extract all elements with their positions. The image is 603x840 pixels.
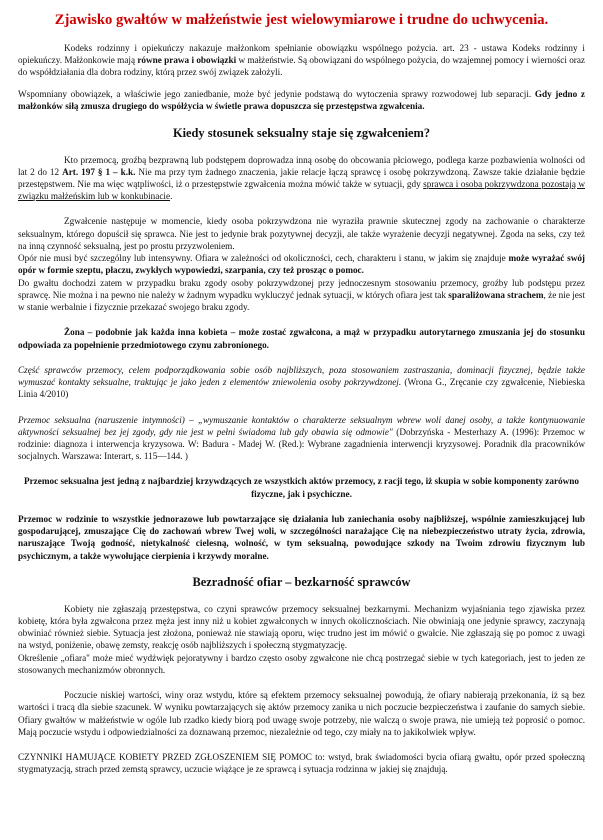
paragraph-consent <box>18 215 585 252</box>
paragraph-victim-term <box>18 652 585 676</box>
text-segment: Nie ma przy tym żadnego znaczenia, jakie relacje łączą sprawcę i osobę pokrzywdzoną. Zawsze takie działanie będzie przestępstwem. Nie ma więc wątpliwości, iż o przestępstwie zgwałcenia można mówić także w sytuacji, gdy <box>18 166 585 190</box>
text-segment: , że nie jest w stanie werbalnie i fizycznie przekazać swojego braku zgody. <box>18 289 586 313</box>
quote-dobrzynska <box>18 414 585 463</box>
paragraph-low-self-worth: Poczucie niskiej wartości, winy oraz wstydu, które są efektem przemocy seksualnej powodują, że ofiary nabierają przekonania, iż są bez wartości i tracą dla siebie szacunek. W wyniku powtarzających się aktów przemocy zanika u nich poczucie bezpieczeństwa i zaufanie do samych siebie. Ofiary gwałtów w małżeństwie w ogóle lub rzadko kiedy biorą pod uwagę swoje potrzeby, nie walczą o swoje prawa, nie umieją też poprosić o pomoc. Mają poczucie wstydu i odpowiedzialności za doznawaną przemoc, niezależnie od tego, czy miały na to jakikolwiek wpływ. <box>18 690 585 737</box>
text-segment: Określenie „ofiara" może mieć wydźwięk pejoratywny i bardzo często osoby zgwałcone nie chcą postrzegać siebie w tych kategoriach, jest to jeden ze stosowanych mechanizmów obronnych. <box>18 652 585 675</box>
text-segment: Do gwałtu dochodzi zatem w przypadku braku zgody osoby pokrzywdzonej przy jednoczesnym stosowaniu przemocy, groźby lub podstępu przez sprawcę. Nie można i na pewno nie należy w żadnym wypadku wykluczyć jednak sytuacji, w których ofiara jest tak <box>18 277 585 300</box>
paragraph-wife: Żona – podobnie jak każda inna kobieta – może zostać zgwałcona, a mąż w przypadku autorytarnego zmuszania jej do stosunku odpowiada za popełnienie przedmiotowego czynu zabronionego. <box>18 327 585 350</box>
text-segment: . <box>170 191 173 202</box>
bold-text: Gdy jedno z małżonków siłą zmusza drugiego do współżycia w świetle prawa dopuszcza się przestępstwa zgwałcenia. <box>18 89 585 112</box>
section-heading-when: Kiedy stosunek seksualny staje się zgwałceniem? <box>172 125 431 140</box>
paragraph-resistance <box>18 252 585 276</box>
italic-text: Część sprawców przemocy, celem podporządkowania sobie osób najbliższych, poza stosowaniem zastraszania, dominacji fizycznej, będzie także wymuszać kontakty seksualne, traktując je jako jeden z elementów zniewolenia osoby pokrzywdzonej. <box>18 364 585 388</box>
text-segment: Kodeks rodzinny i opiekuńczy nakazuje małżonkom spełnianie obowiązku wspólnego pożycia. art. 23 - ustawa Kodeks rodzinny i opiekuńczy. Małżonkowie mają <box>18 42 585 65</box>
bold-text: Art. 197 § 1 – k.k. <box>62 166 136 177</box>
underlined-text: sprawca i osoba pokrzywdzona pozostają w związku małżeńskim lub w konkubinacie <box>18 179 585 202</box>
bold-text: równe prawa i obowiązki <box>137 54 237 65</box>
text-segment: Wspomniany obowiązek, a właściwie jego zaniedbanie, może być jedynie podstawą do wytoczenia sprawy rozwodowej lub separacji. <box>18 89 535 100</box>
text-segment: Kobiety nie zgłaszają przestępstwa, co czyni sprawców przemocy seksualnej bezkarnymi. Mechanizm wyjaśniania tego zjawiska przez kobietę, która była zgwałcona przez męża jest inny niż u kobiet zgwałconych w innych okolicznościach. Nie obwiniają one jedynie sprawcy, zaczynają obwiniać również siebie. Sytuacja jest złożona, ponieważ nie stawiają oporu, więc trudno jest im mówić o gwałcie. Nie zgłaszają się po pomoc z uwagi na wstyd, poniżenie, obawę zemsty, reakcję osób najbliższych i społeczną stygmatyzację. <box>18 603 585 651</box>
text-segment: Opór nie musi być szczególny lub intensywny. Ofiara w zależności od okoliczności, cech, charakteru i stanu, w jakim się znajduje <box>18 253 509 264</box>
quote-wrona <box>18 364 585 401</box>
document-title: Zjawisko gwałtów w małżeństwie jest wielowymiarowe i trudne do uchwycenia. <box>54 12 549 28</box>
paragraph-family-code <box>18 42 585 79</box>
citation: (Dobrzyńska - Mesterhazy A. (1996): Przemoc w rodzinie: diagnoza i interwencja kryzysowa. W: Badura - Madej W. (Red.): Wybrane zagadnienia interwencji kryzysowej. Poradnik dla pracowników socjalnych. Warszawa: Interart, s. 115—144. ) <box>18 426 585 462</box>
text-segment: Zgwałcenie następuje w momencie, kiedy osoba pokrzywdzona nie wyraziła prawnie skutecznej zgody na zachowanie o charakterze seksualnym, którego dopuścił się sprawca. Nie jest to jedynie brak pozytywnej decyzji, ale także wyrażenie decyzji negatywnej. Zgoda na seks, czy też na inną czynność seksualną, jest po prostu przyzwoleniem. <box>18 216 585 251</box>
text-segment: Kto przemocą, groźbą bezprawną lub podstępem doprowadza inną osobę do obcowania płciowego, podlega karze pozbawienia wolności od lat 2 do 12 <box>18 154 585 177</box>
bold-text: może wyrażać swój opór w formie szeptu, płaczu, zwykłych wypowiedzi, szarpania, czy też prosząc o pomoc. <box>18 253 585 276</box>
paragraph-article-197 <box>18 154 585 203</box>
text-segment: w małżeństwie. Są obowiązani do wspólnego pożycia, do wzajemnej pomocy i wierności oraz do współdziałania dla dobra rodziny, którą przez swój związek założyli. <box>18 54 586 77</box>
section-heading-helplessness: Bezradność ofiar – bezkarność sprawców <box>192 574 411 589</box>
italic-text: Przemoc seksualna (naruszenie intymności) – „wymuszanie kontaktów o charakterze seksualnym wbrew woli danej osoby, a także kontynuowanie aktywności seksualnej bez jej zgody, gdy nie jest w pełni świadoma lub gdy obawia się odmowie" <box>18 414 585 437</box>
paragraph-not-reporting <box>18 603 585 652</box>
paragraph-paralysis <box>18 277 585 314</box>
paragraph-inhibiting-factors: CZYNNIKI HAMUJĄCE KOBIETY PRZED ZGŁOSZENIEM SIĘ POMOC to: wstyd, brak świadomości bycia ofiarą gwałtu, opór przed społeczną stygmatyzacją, strach przed zemstą sprawcy, uczucie wiążące je ze sprawcą i sytuacja rodzinna w jakiej się znajdują. <box>18 752 585 775</box>
paragraph-sexual-violence: Przemoc seksualna jest jedną z najbardziej krzywdzących ze wszystkich aktów przemocy, z racji tego, iż skupia w sobie komponenty zarówno fizyczne, jak i psychiczne. <box>23 476 579 499</box>
citation: (Wrona G., Zręcanie czy zgwałcenie, Niebieska Linia 4/2010) <box>18 377 585 400</box>
paragraph-domestic-violence-definition: Przemoc w rodzinie to wszystkie jednorazowe lub powtarzające się działania lub zaniechania osoby najbliższej, wspólnie zamieszkującej lub gospodarującej, zmuszające Cię do zachowań wbrew Twej woli, w szczególności narażające Cię na niebezpieczeństwo utraty życia, zdrowia, naruszające Twoją godność, nietykalność cielesną, wolność, w tym seksualną, powodujące szkody na Twoim zdrowiu fizycznym lub psychicznym, a także wywołujące cierpienia i krzywdy moralne. <box>18 513 585 561</box>
bold-text: sparaliżowana strachem <box>448 289 544 300</box>
paragraph-obligation <box>18 88 585 112</box>
